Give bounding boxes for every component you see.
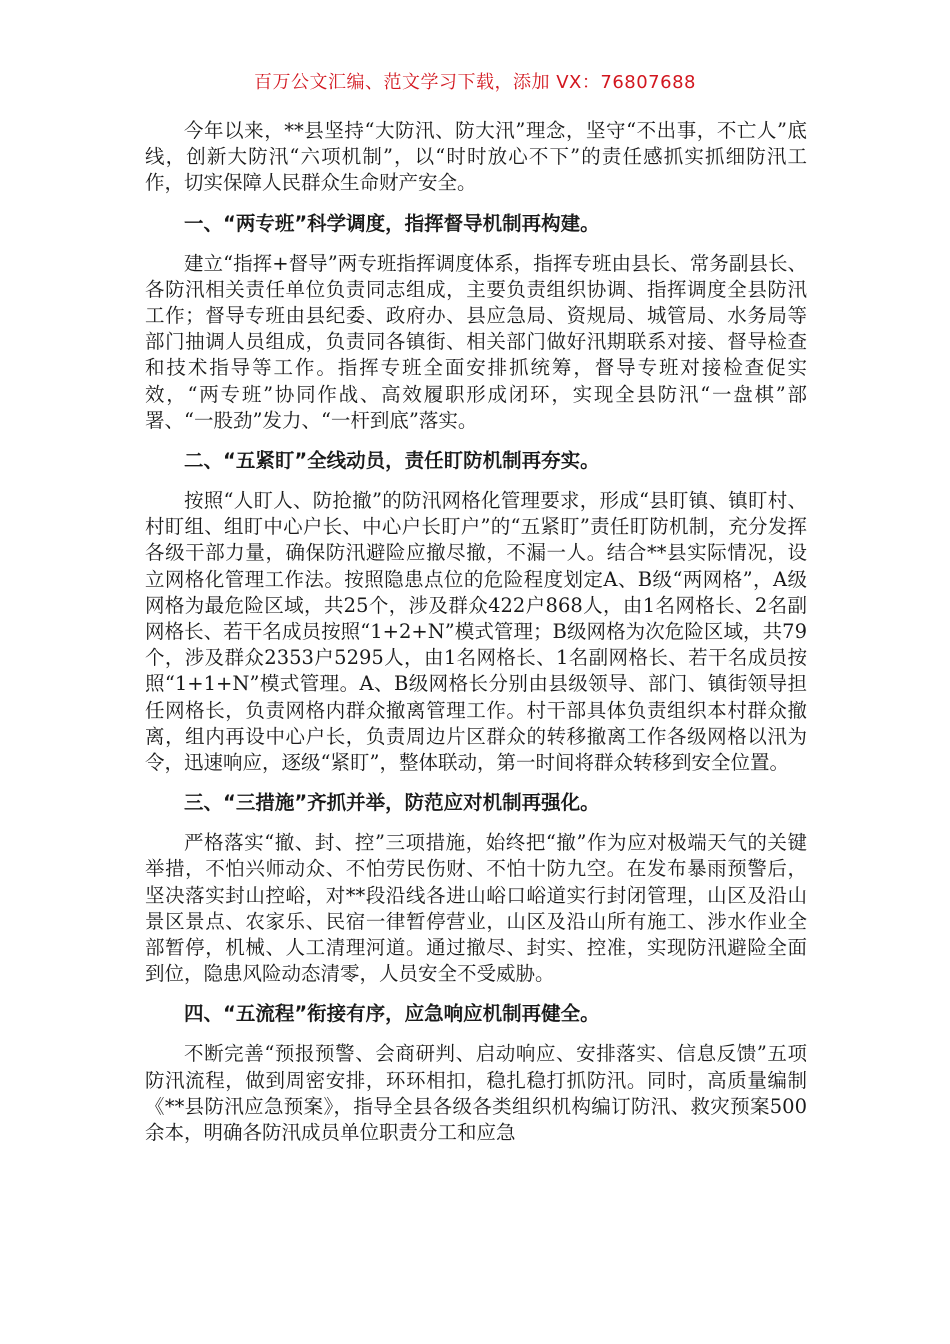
section-3-body: 严格落实“撤、封、控”三项措施，始终把“撤”作为应对极端天气的关键举措，不怕兴师动众、不怕劳民伤财、不怕十防九空。在发布暴雨预警后，坚决落实封山控峪，对**段沿线各进山峪口峪道实行封闭管理，山区及沿山景区景点、农家乐、民宿一律暂停营业，山区及沿山所有施工、涉水作业全部暂停，机械、人工清理河道。通过撤尽、封实、控准，实现防汛避险全面到位，隐患风险动态清零，人员安全不受威胁。 — [145, 831, 807, 986]
watermark-text: 百万公文汇编、范文学习下载，添加 VX：76807688 — [254, 72, 696, 93]
intro-paragraph: 今年以来，**县坚持“大防汛、防大汛”理念，坚守“不出事，不亡人”底线，创新大防汛“六项机制”，以“时时放心不下”的责任感抓实抓细防汛工作，切实保障人民群众生命财产安全。 — [145, 119, 807, 195]
section-2-heading: 二、“五紧盯”全线动员，责任盯防机制再夯实。 — [184, 449, 600, 473]
section-3-heading: 三、“三措施”齐抓并举，防范应对机制再强化。 — [184, 791, 600, 815]
section-4-heading: 四、“五流程”衔接有序，应急响应机制再健全。 — [184, 1002, 600, 1026]
section-4-body: 不断完善“预报预警、会商研判、启动响应、安排落实、信息反馈”五项防汛流程，做到周密安排，环环相扣，稳扎稳打抓防汛。同时，高质量编制《**县防汛应急预案》，指导全县各级各类组织机构编订防汛、救灾预案500余本，明确各防汛成员单位职责分工和应急 — [145, 1042, 807, 1145]
section-1-body: 建立“指挥+督导”两专班指挥调度体系，指挥专班由县长、常务副县长、各防汛相关责任单位负责同志组成，主要负责组织协调、指挥调度全县防汛工作；督导专班由县纪委、政府办、县应急局、资规局、城管局、水务局等部门抽调人员组成，负责同各镇街、相关部门做好汛期联系对接、督导检查和技术指导等工作。指挥专班全面安排抓统筹，督导专班对接检查促实效，“两专班”协同作战、高效履职形成闭环，实现全县防汛“一盘棋”部署、“一股劲”发力、“一杆到底”落实。 — [145, 251, 807, 432]
document-body — [145, 118, 807, 1160]
section-2-body: 按照“人盯人、防抢撤”的防汛网格化管理要求，形成“县盯镇、镇盯村、村盯组、组盯中心户长、中心户长盯户”的“五紧盯”责任盯防机制，充分发挥各级干部力量，确保防汛避险应撤尽撤，不漏一人。结合**县实际情况，设立网格化管理工作法。按照隐患点位的危险程度划定A、B级“两网格”，A级网格为最危险区域，共25个，涉及群众422户868人，由1名网格长、2名副网格长、若干名成员按照“1+2+N”模式管理；B级网格为次危险区域，共79个，涉及群众2353户5295人，由1名网格长、1名副网格长、若干名成员按照“1+1+N”模式管理。A、B级网格长分别由县级领导、部门、镇街领导担任网格长，负责网格内群众撤离管理工作。村干部具体负责组织本村群众撤离，组内再设中心户长，负责周边片区群众的转移撤离工作各级网格以汛为令，迅速响应，逐级“紧盯”，整体联动，第一时间将群众转移到安全位置。 — [145, 489, 807, 775]
section-1-heading: 一、“两专班”科学调度，指挥督导机制再构建。 — [184, 211, 600, 235]
